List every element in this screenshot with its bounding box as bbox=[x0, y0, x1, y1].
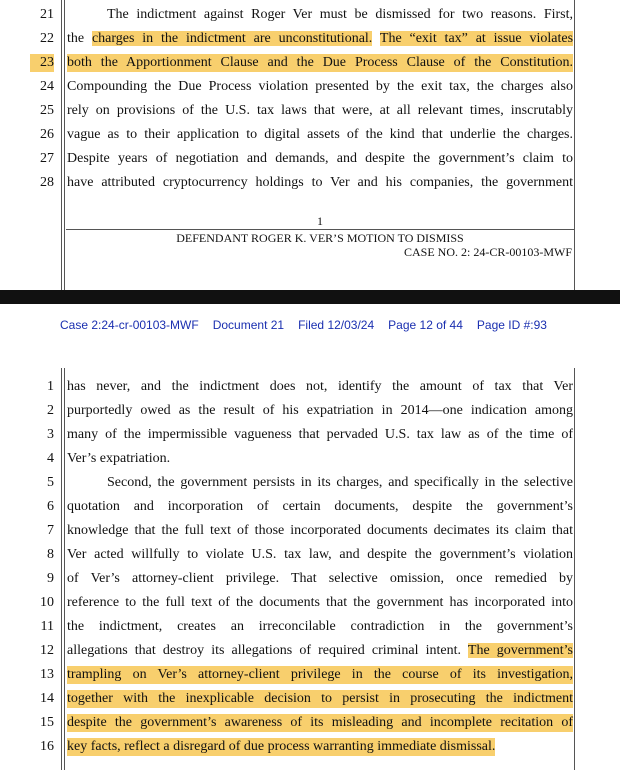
line-number: 13 bbox=[40, 667, 54, 682]
line-number: 7 bbox=[47, 523, 54, 538]
line-number: 26 bbox=[40, 127, 54, 142]
text-line: Ver’s expatriation. bbox=[67, 451, 171, 466]
footer-title: DEFENDANT ROGER K. VER’S MOTION TO DISMISS bbox=[176, 231, 464, 245]
ecf-case-number: Case 2:24-cr-00103-MWF bbox=[60, 318, 199, 332]
text-line: of Ver’s attorney-client privilege. That selective omission, once remedied by bbox=[67, 571, 573, 586]
page-separator bbox=[0, 290, 620, 304]
line-number: 14 bbox=[40, 691, 54, 706]
margin-rule-right bbox=[574, 368, 575, 770]
text-line: Second, the government persists in its charges, and specifically in the selective bbox=[107, 475, 573, 490]
footer-rule bbox=[66, 229, 574, 230]
text-line: knowledge that the full text of those incorporated documents decimates its claim that bbox=[67, 523, 573, 538]
line-number: 25 bbox=[40, 103, 54, 118]
text-line: reference to the full text of the documents that the government has incorporated into bbox=[67, 595, 573, 610]
text-line: many of the impermissible vagueness that pervaded U.S. tax law as of the time of bbox=[67, 427, 573, 442]
line-number: 4 bbox=[47, 451, 54, 466]
line-number: 21 bbox=[40, 7, 54, 22]
ecf-header bbox=[60, 318, 547, 332]
margin-rule bbox=[64, 368, 65, 770]
highlight: The “exit tax” at issue violates bbox=[379, 31, 574, 46]
text-line: purportedly owed as the result of his expatriation in 2014—one indication among bbox=[67, 403, 573, 418]
margin-rule-right bbox=[574, 0, 575, 290]
text-line: rely on provisions of the U.S. tax laws that were, at all relevant times, inscrutably bbox=[67, 103, 573, 118]
text-line: Despite years of negotiation and demands, and despite the government’s claim to bbox=[67, 151, 573, 166]
line-number: 2 bbox=[47, 403, 54, 418]
line-number: 3 bbox=[47, 427, 54, 442]
line-number: 6 bbox=[47, 499, 54, 514]
margin-rule bbox=[64, 0, 65, 290]
line-number: 16 bbox=[40, 739, 54, 754]
text-line: has never, and the indictment does not, identify the amount of tax that Ver bbox=[67, 379, 573, 394]
line-number: 11 bbox=[40, 619, 54, 634]
ecf-document: Document 21 bbox=[212, 318, 285, 332]
margin-rule bbox=[61, 368, 62, 770]
line-number: 8 bbox=[47, 547, 54, 562]
text-line-highlighted: both the Apportionment Clause and the Due Process Clause of the Constitution. bbox=[67, 55, 573, 70]
page-number: 1 bbox=[317, 214, 323, 228]
highlight: The government’s bbox=[467, 643, 573, 658]
line-number: 27 bbox=[40, 151, 54, 166]
text-line: Compounding the Due Process violation presented by the exit tax, the charges also bbox=[67, 79, 573, 94]
text-line-highlighted: together with the inexplicable decision to persist in prosecuting the indictment bbox=[67, 691, 573, 706]
footer-case-number: CASE NO. 2: 24-CR-00103-MWF bbox=[403, 245, 572, 259]
line-number: 5 bbox=[47, 475, 54, 490]
text-line-highlighted: key facts, reflect a disregard of due process warranting immediate dismissal. bbox=[67, 739, 496, 754]
line-number: 10 bbox=[40, 595, 54, 610]
text-line: The indictment against Roger Ver must be dismissed for two reasons. First, bbox=[107, 7, 573, 22]
line-number: 12 bbox=[40, 643, 54, 658]
text-line-highlighted: trampling on Ver’s attorney-client privilege in the course of its investigation, bbox=[67, 667, 573, 682]
line-number: 22 bbox=[40, 31, 54, 46]
highlight: charges in the indictment are unconstitutional. bbox=[91, 31, 373, 46]
text-line-highlighted: despite the government’s awareness of its misleading and incomplete recitation of bbox=[67, 715, 573, 730]
text-line: the indictment, creates an irreconcilable contradiction in the government’s bbox=[67, 619, 573, 634]
line-number: 15 bbox=[40, 715, 54, 730]
ecf-page-id: Page ID #:93 bbox=[476, 318, 547, 332]
line-number: 1 bbox=[47, 379, 54, 394]
text-line: have attributed cryptocurrency holdings to Ver and his companies, the government bbox=[67, 175, 573, 190]
text-line: allegations that destroy its allegations of required criminal intent. The government’s bbox=[67, 643, 573, 658]
text-line: Ver acted willfully to violate U.S. tax law, and despite the government’s violation bbox=[67, 547, 573, 562]
text-line: quotation and incorporation of certain documents, despite the government’s bbox=[67, 499, 573, 514]
line-number: 24 bbox=[40, 79, 54, 94]
line-number: 28 bbox=[40, 175, 54, 190]
ecf-filed-date: Filed 12/03/24 bbox=[298, 318, 375, 332]
line-number: 9 bbox=[47, 571, 54, 586]
ecf-page-count: Page 12 of 44 bbox=[388, 318, 463, 332]
margin-rule bbox=[61, 0, 62, 290]
page-fragment-bottom bbox=[0, 304, 620, 770]
text-line: vague as to their application to digital assets of the kind that underlie the charges. bbox=[67, 127, 573, 142]
page-fragment-top bbox=[0, 0, 620, 290]
text-line: the charges in the indictment are unconstitutional. The “exit tax” at issue violates bbox=[67, 31, 574, 46]
line-number-highlighted: 23 bbox=[30, 54, 54, 72]
